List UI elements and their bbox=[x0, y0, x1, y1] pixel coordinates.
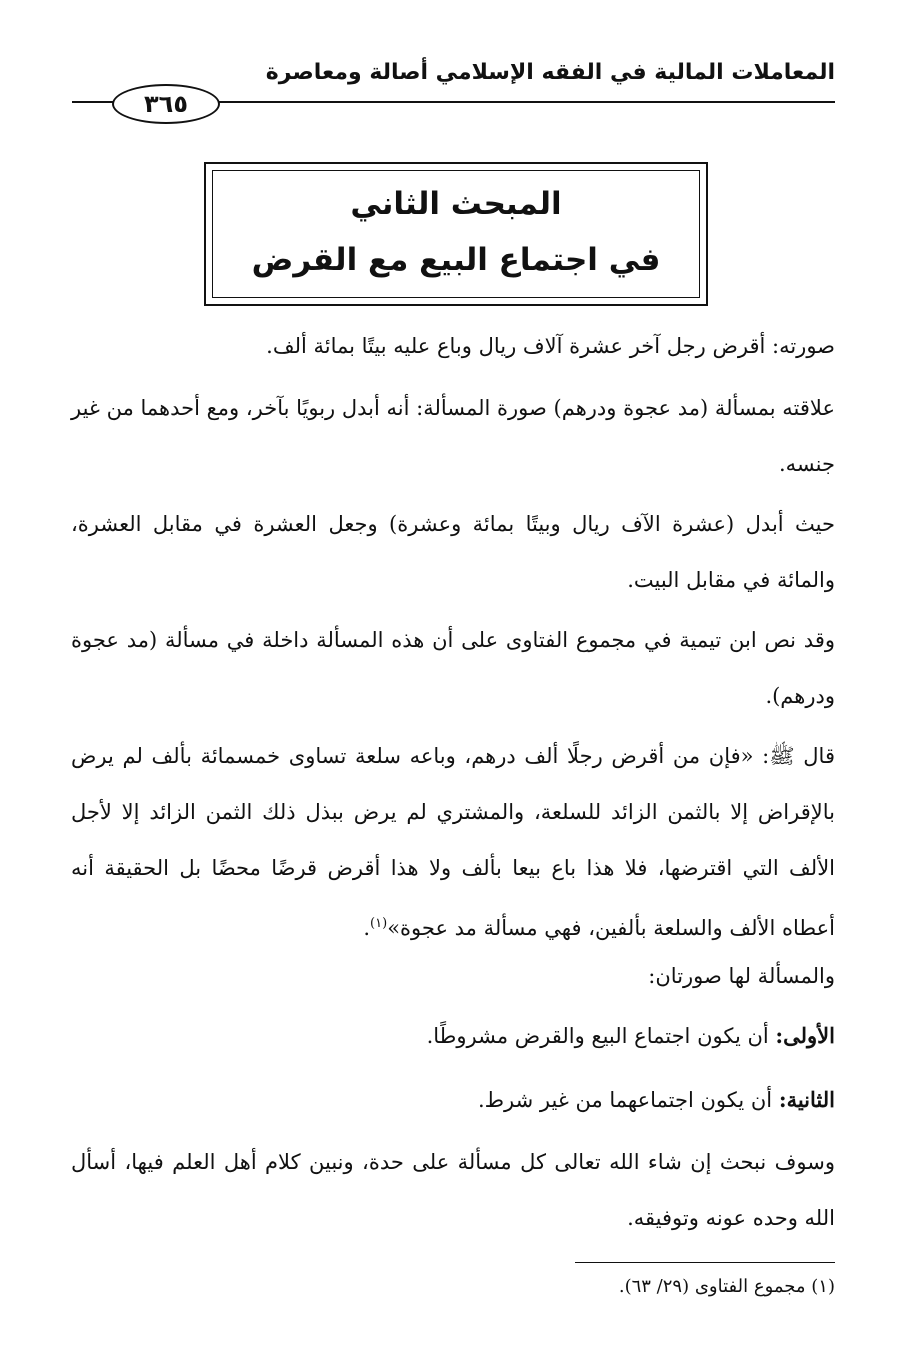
first-form-text: أن يكون اجتماع البيع والقرض مشروطًا. bbox=[426, 1024, 776, 1048]
footnote-1: (١) مجموع الفتاوى (٢٩/ ٦٣). bbox=[618, 1276, 835, 1297]
paragraph-second-form bbox=[71, 1072, 835, 1128]
paragraph-relation: علاقته بمسألة (مد عجوة ودرهم) صورة المسألة: أنه أبدل ربويًا بآخر، ومع أحدهما من غير جنسه. bbox=[71, 396, 835, 476]
footnote-reference: (١) bbox=[370, 916, 388, 931]
quote-text: قال ﷺ: «فإن من أقرض رجلًا ألف درهم، وباعه سلعة تساوى خمسمائة بألف لم يرض بالإقراض إلا بالثمن الزائد للسلعة، والمشتري لم يرض ببذل ذلك الثمن الزائد إلا لأجل الألف التي اقترضها، فلا هذا باع بيعا بألف ولا هذا أقرض قرضًا محضًا بل الحقيقة أنه أعطاه الألف والسلعة بألفين، فهي مسألة مد عجوة» bbox=[71, 744, 835, 940]
second-form-label: الثانية: bbox=[778, 1087, 835, 1112]
footnote-rule bbox=[575, 1262, 835, 1263]
section-title-line-1: المبحث الثاني bbox=[350, 186, 562, 222]
paragraph-exchange: حيث أبدل (عشرة الآف ريال وبيتًا بمائة وعشرة) وجعل العشرة في مقابل العشرة، والمائة في مقابل البيت. bbox=[71, 512, 835, 592]
paragraph-first-form bbox=[71, 1008, 835, 1064]
paragraph-quote bbox=[71, 728, 835, 956]
paragraph-ibn-taymiyya: وقد نص ابن تيمية في مجموع الفتاوى على أن هذه المسألة داخلة في مسألة (مد عجوة ودرهم). bbox=[71, 628, 835, 708]
first-form-label: الأولى: bbox=[775, 1023, 835, 1048]
running-header-title: المعاملات المالية في الفقه الإسلامي أصالة ومعاصرة bbox=[265, 60, 835, 85]
quote-end: . bbox=[363, 916, 371, 940]
section-title-line-2: في اجتماع البيع مع القرض bbox=[251, 242, 661, 278]
section-title-frame bbox=[204, 162, 708, 306]
paragraph-two-forms: والمسألة لها صورتان: bbox=[648, 964, 835, 988]
paragraph-conclusion: وسوف نبحث إن شاء الله تعالى كل مسألة على حدة، ونبين كلام أهل العلم فيها، أسأل الله وحده عونه وتوفيقه. bbox=[71, 1150, 835, 1230]
page-number: ٣٦٥ bbox=[112, 84, 220, 124]
paragraph-form: صورته: أقرض رجل آخر عشرة آلاف ريال وباع عليه بيتًا بمائة ألف. bbox=[266, 334, 835, 358]
second-form-text: أن يكون اجتماعهما من غير شرط. bbox=[477, 1088, 779, 1112]
